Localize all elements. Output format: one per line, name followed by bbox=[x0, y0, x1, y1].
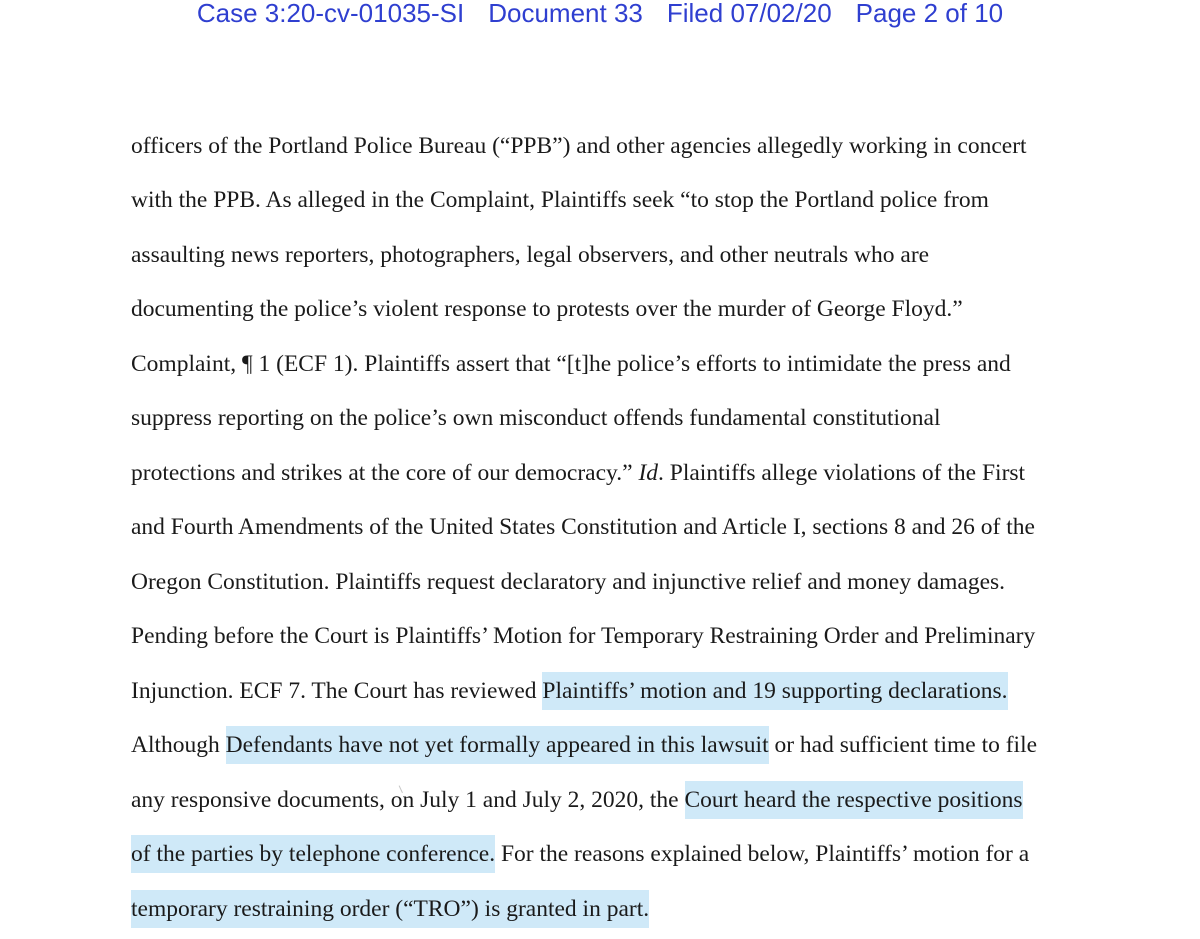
text-line bbox=[131, 725, 1037, 765]
text-line: with the PPB. As alleged in the Complaint, Plaintiffs seek “to stop the Portland police from bbox=[131, 187, 989, 213]
text-line bbox=[131, 889, 649, 929]
text-segment: any responsive documents, on July 1 and July 2, 2020, the bbox=[131, 787, 685, 813]
text-line: Oregon Constitution. Plaintiffs request declaratory and injunctive relief and money damages. bbox=[131, 569, 1006, 595]
text-segment: For the reasons explained below, Plaintiffs’ motion for a bbox=[495, 841, 1030, 867]
text-line: suppress reporting on the police’s own misconduct offends fundamental constitutional bbox=[131, 405, 941, 431]
text-line: officers of the Portland Police Bureau (“PPB”) and other agencies allegedly working in concert bbox=[131, 133, 1027, 159]
text-segment: . Plaintiffs allege violations of the First bbox=[658, 460, 1026, 486]
case-header bbox=[0, 0, 1200, 30]
highlight: of the parties by telephone conference. bbox=[131, 835, 495, 873]
citation-id: Id bbox=[638, 460, 659, 486]
text-line bbox=[131, 671, 1008, 711]
text-segment: Injunction. ECF 7. The Court has reviewed bbox=[131, 678, 543, 704]
highlight: Court heard the respective positions bbox=[685, 781, 1023, 819]
highlight: Plaintiffs’ motion and 19 supporting declarations. bbox=[542, 672, 1007, 710]
text-line bbox=[131, 780, 1023, 820]
text-line: and Fourth Amendments of the United States Constitution and Article I, sections 8 and 26 of the bbox=[131, 514, 1035, 540]
text-segment: protections and strikes at the core of our democracy.” bbox=[131, 460, 639, 486]
filed-date: Filed 07/02/20 bbox=[666, 0, 832, 28]
case-number: Case 3:20-cv-01035-SI bbox=[196, 0, 465, 28]
text-line bbox=[131, 453, 1025, 493]
text-line: Pending before the Court is Plaintiffs’ Motion for Temporary Restraining Order and Preliminary bbox=[131, 623, 1036, 649]
document-number: Document 33 bbox=[488, 0, 643, 28]
text-line: documenting the police’s violent response to protests over the murder of George Floyd.” bbox=[131, 296, 963, 322]
text-segment: or had sufficient time to file bbox=[768, 732, 1038, 758]
highlight: Defendants have not yet formally appeared in this lawsuit bbox=[226, 726, 769, 764]
highlight: temporary restraining order (“TRO”) is granted in part. bbox=[131, 890, 649, 928]
page-indicator: Page 2 of 10 bbox=[855, 0, 1004, 28]
text-line: Complaint, ¶ 1 (ECF 1). Plaintiffs assert that “[t]he police’s efforts to intimidate the press and bbox=[131, 351, 1011, 377]
text-line bbox=[131, 834, 1029, 874]
text-line: assaulting news reporters, photographers, legal observers, and other neutrals who are bbox=[131, 242, 930, 268]
text-segment: Although bbox=[131, 732, 226, 758]
